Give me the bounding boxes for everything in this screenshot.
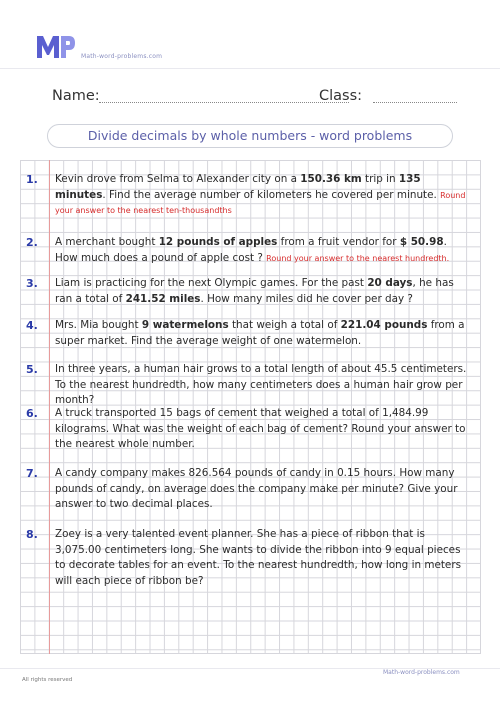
- question-number: 5.: [26, 363, 38, 376]
- question-text-part: A candy company makes 826.564 pounds of candy in 0.15 hours. How many pounds of candy, on average does the company make per minute? Give your answer to two decimal places.: [55, 467, 458, 511]
- footer-site-name: Math-word-problems.com: [383, 669, 460, 676]
- class-field[interactable]: [373, 101, 457, 103]
- question-text-part: Liam is practicing for the next Olympic games. For the past: [55, 277, 368, 289]
- question-number: 6.: [26, 407, 38, 420]
- rounding-note: Round your answer to the nearest ten-thousandths: [55, 190, 466, 216]
- question-number: 1.: [26, 173, 38, 186]
- question-text-part: A truck transported 15 bags of cement that weighed a total of 1,484.99 kilograms. What was the weight of each bag of cement? Round your answer to the nearest whole number.: [55, 407, 466, 451]
- question-text-part: , he has ran a total of: [55, 277, 454, 305]
- question-text: [55, 527, 467, 589]
- question-text: [55, 362, 467, 409]
- question-text-part: . How much does a pound of apple cost ?: [55, 236, 447, 264]
- question-text-part: from a fruit vendor for: [277, 236, 400, 248]
- question-number: 2.: [26, 236, 38, 249]
- key-quantity: 20 days: [367, 277, 413, 289]
- key-quantity: 12 pounds of apples: [158, 236, 278, 248]
- key-quantity: $ 50.98: [399, 236, 444, 248]
- footer-rights: All rights reserved: [22, 677, 73, 683]
- question-text-part: trip in: [361, 173, 399, 185]
- question-text: [55, 235, 467, 266]
- question-text-part: Zoey is a very talented event planner. She has a piece of ribbon that is 3,075.00 centimeters long. She wants to divide the ribbon into 9 equal pieces to decorate tables for an event. To the nearest hundredth, how long in meters will each piece of ribbon be?: [55, 528, 462, 587]
- question-text-part: Mrs. Mia bought: [55, 319, 142, 331]
- question-number: 3.: [26, 277, 38, 290]
- margin-line: [49, 160, 50, 654]
- question-text: [55, 172, 467, 219]
- question-text-part: that weigh a total of: [228, 319, 341, 331]
- question-number: 8.: [26, 528, 38, 541]
- question-text-part: from a super market. Find the average weight of one watermelon.: [55, 319, 465, 347]
- site-logo: [36, 33, 76, 59]
- question-text-part: . Find the average number of kilometers he covered per minute.: [102, 188, 441, 201]
- question-text-part: A merchant bought: [55, 236, 159, 248]
- key-quantity: 150.36 km: [300, 173, 362, 185]
- question-number: 4.: [26, 319, 38, 332]
- key-quantity: 9 watermelons: [141, 319, 229, 331]
- key-quantity: 241.52 miles: [125, 292, 201, 305]
- name-field[interactable]: [99, 101, 349, 103]
- worksheet-title: Divide decimals by whole numbers - word problems: [47, 124, 453, 148]
- question-text: [55, 276, 467, 307]
- name-label: Name:: [52, 88, 100, 104]
- question-number: 7.: [26, 467, 38, 480]
- question-text: [55, 318, 467, 349]
- header-divider: [0, 68, 500, 69]
- key-quantity: 135 minutes: [55, 173, 421, 201]
- site-name: Math-word-problems.com: [81, 53, 163, 60]
- name-class-row: [52, 88, 472, 108]
- question-text-part: In three years, a human hair grows to a total length of about 45.5 centimeters. To the nearest hundredth, how many centimeters does a human hair grow per month?: [55, 363, 467, 407]
- class-label: Class:: [319, 88, 363, 104]
- question-text-part: Kevin drove from Selma to Alexander city on a: [55, 173, 301, 185]
- rounding-note: Round your answer to the nearest hundredth.: [266, 253, 450, 263]
- key-quantity: 221.04 pounds: [340, 319, 428, 331]
- question-text-part: . How many miles did he cover per day ?: [200, 292, 413, 305]
- question-text: [55, 466, 467, 513]
- question-text: [55, 406, 467, 453]
